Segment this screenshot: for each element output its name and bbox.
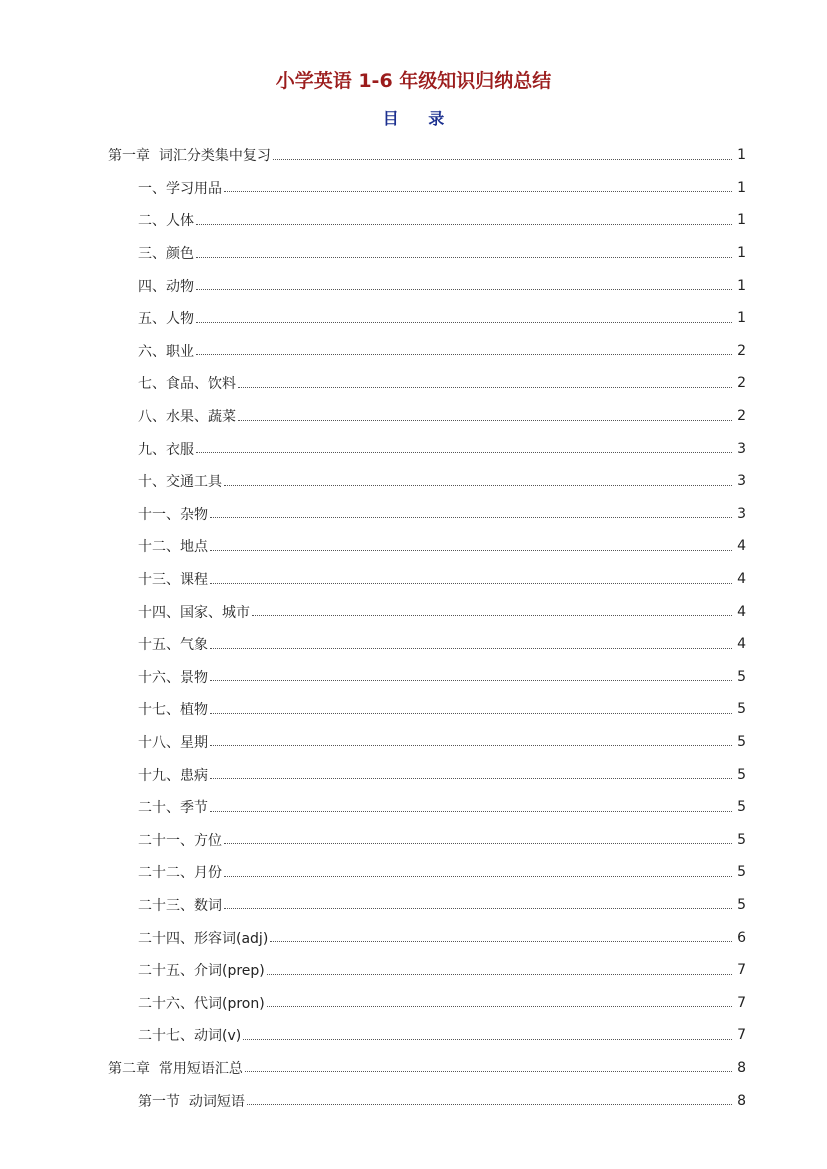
dot-leader xyxy=(224,894,732,909)
toc-page-number: 1 xyxy=(737,277,746,294)
toc-chapter-entry[interactable] xyxy=(0,139,827,172)
toc-page-number: 7 xyxy=(737,962,746,979)
toc-page-number: 1 xyxy=(737,245,746,262)
dot-leader xyxy=(196,275,732,290)
table-of-contents xyxy=(0,139,827,1117)
toc-section-entry[interactable] xyxy=(0,237,827,270)
dot-leader xyxy=(196,243,732,258)
toc-entry-label: 八、水果、蔬菜 xyxy=(138,409,236,426)
dot-leader xyxy=(224,862,732,877)
toc-section-entry[interactable] xyxy=(0,758,827,791)
dot-leader xyxy=(245,1057,732,1072)
dot-leader xyxy=(196,308,732,323)
dot-leader xyxy=(210,699,732,714)
toc-entry-label: 二十二、月份 xyxy=(138,865,222,882)
toc-section-entry[interactable] xyxy=(0,563,827,596)
dot-leader xyxy=(224,471,732,486)
toc-section-entry[interactable] xyxy=(0,498,827,531)
dot-leader xyxy=(247,1090,732,1105)
toc-page-number: 5 xyxy=(737,799,746,816)
dot-leader xyxy=(196,438,732,453)
toc-entry-label: 二十、季节 xyxy=(138,800,208,817)
toc-section-entry[interactable] xyxy=(0,726,827,759)
dot-leader xyxy=(210,536,732,551)
toc-section-entry[interactable] xyxy=(0,921,827,954)
toc-page-number: 5 xyxy=(737,864,746,881)
toc-section-entry[interactable] xyxy=(0,1084,827,1117)
toc-section-entry[interactable] xyxy=(0,432,827,465)
toc-page-number: 3 xyxy=(737,473,746,490)
toc-page-number: 1 xyxy=(737,179,746,196)
toc-entry-label: 二十六、代词(pron) xyxy=(138,995,265,1012)
toc-section-entry[interactable] xyxy=(0,986,827,1019)
toc-entry-label: 第二章 常用短语汇总 xyxy=(108,1060,243,1077)
dot-leader xyxy=(210,797,732,812)
dot-leader xyxy=(210,764,732,779)
toc-page-number: 4 xyxy=(737,538,746,555)
toc-section-entry[interactable] xyxy=(0,693,827,726)
toc-entry-label: 三、颜色 xyxy=(138,246,194,263)
toc-page-number: 4 xyxy=(737,636,746,653)
toc-entry-label: 一、学习用品 xyxy=(138,180,222,197)
toc-entry-label: 十八、星期 xyxy=(138,734,208,751)
toc-section-entry[interactable] xyxy=(0,595,827,628)
toc-section-entry[interactable] xyxy=(0,172,827,205)
toc-section-entry[interactable] xyxy=(0,530,827,563)
toc-page-number: 4 xyxy=(737,571,746,588)
toc-heading: 目 录 xyxy=(382,109,457,128)
toc-page-number: 2 xyxy=(737,408,746,425)
dot-leader xyxy=(224,177,732,192)
toc-section-entry[interactable] xyxy=(0,823,827,856)
toc-entry-label: 十四、国家、城市 xyxy=(138,604,250,621)
toc-entry-label: 十二、地点 xyxy=(138,539,208,556)
dot-leader xyxy=(210,503,732,518)
dot-leader xyxy=(238,373,732,388)
dot-leader xyxy=(270,927,732,942)
toc-section-entry[interactable] xyxy=(0,791,827,824)
toc-page-number: 2 xyxy=(737,342,746,359)
toc-page-number: 5 xyxy=(737,896,746,913)
toc-entry-label: 五、人物 xyxy=(138,311,194,328)
toc-entry-label: 四、动物 xyxy=(138,278,194,295)
toc-entry-label: 九、衣服 xyxy=(138,441,194,458)
toc-page-number: 4 xyxy=(737,603,746,620)
dot-leader xyxy=(267,960,732,975)
toc-entry-label: 二、人体 xyxy=(138,213,194,230)
toc-entry-label: 十九、患病 xyxy=(138,767,208,784)
toc-page-number: 7 xyxy=(737,1027,746,1044)
toc-section-entry[interactable] xyxy=(0,465,827,498)
toc-section-entry[interactable] xyxy=(0,269,827,302)
toc-section-entry[interactable] xyxy=(0,889,827,922)
toc-entry-label: 第一章 词汇分类集中复习 xyxy=(108,148,271,165)
toc-page-number: 1 xyxy=(737,147,746,164)
toc-page-number: 8 xyxy=(737,1059,746,1076)
toc-section-entry[interactable] xyxy=(0,661,827,694)
dot-leader xyxy=(243,1025,732,1040)
toc-entry-label: 二十一、方位 xyxy=(138,832,222,849)
toc-entry-label: 十七、植物 xyxy=(138,702,208,719)
toc-entry-label: 七、食品、饮料 xyxy=(138,376,236,393)
toc-entry-label: 二十三、数词 xyxy=(138,897,222,914)
toc-page-number: 1 xyxy=(737,310,746,327)
dot-leader xyxy=(196,210,732,225)
dot-leader xyxy=(210,666,732,681)
toc-entry-label: 六、职业 xyxy=(138,343,194,360)
toc-entry-label: 十一、杂物 xyxy=(138,506,208,523)
toc-entry-label: 二十七、动词(v) xyxy=(138,1028,242,1045)
toc-section-entry[interactable] xyxy=(0,1019,827,1052)
toc-page-number: 8 xyxy=(737,1092,746,1109)
dot-leader xyxy=(210,569,732,584)
toc-page-number: 3 xyxy=(737,505,746,522)
toc-section-entry[interactable] xyxy=(0,856,827,889)
toc-section-entry[interactable] xyxy=(0,628,827,661)
toc-page-number: 6 xyxy=(737,929,746,946)
toc-section-entry[interactable] xyxy=(0,335,827,368)
document-title: 小学英语 1-6 年级知识归纳总结 xyxy=(275,70,552,92)
toc-entry-label: 第一节 动词短语 xyxy=(138,1093,245,1110)
toc-page-number: 3 xyxy=(737,440,746,457)
dot-leader xyxy=(210,731,732,746)
toc-page-number: 1 xyxy=(737,212,746,229)
toc-section-entry[interactable] xyxy=(0,204,827,237)
toc-entry-label: 十、交通工具 xyxy=(138,474,222,491)
toc-page-number: 5 xyxy=(737,766,746,783)
dot-leader xyxy=(267,992,732,1007)
toc-page-number: 5 xyxy=(737,701,746,718)
toc-page-number: 5 xyxy=(737,668,746,685)
dot-leader xyxy=(196,340,732,355)
dot-leader xyxy=(273,145,732,160)
toc-entry-label: 二十五、介词(prep) xyxy=(138,963,265,980)
toc-entry-label: 十三、课程 xyxy=(138,572,208,589)
dot-leader xyxy=(252,601,732,616)
toc-page-number: 5 xyxy=(737,831,746,848)
toc-entry-label: 二十四、形容词(adj) xyxy=(138,930,269,947)
toc-entry-label: 十五、气象 xyxy=(138,637,208,654)
toc-page-number: 7 xyxy=(737,994,746,1011)
toc-section-entry[interactable] xyxy=(0,302,827,335)
toc-section-entry[interactable] xyxy=(0,400,827,433)
toc-entry-label: 十六、景物 xyxy=(138,669,208,686)
toc-section-entry[interactable] xyxy=(0,367,827,400)
dot-leader xyxy=(238,406,732,421)
toc-page-number: 5 xyxy=(737,733,746,750)
toc-page-number: 2 xyxy=(737,375,746,392)
dot-leader xyxy=(210,634,732,649)
toc-chapter-entry[interactable] xyxy=(0,1052,827,1085)
toc-section-entry[interactable] xyxy=(0,954,827,987)
dot-leader xyxy=(224,829,732,844)
